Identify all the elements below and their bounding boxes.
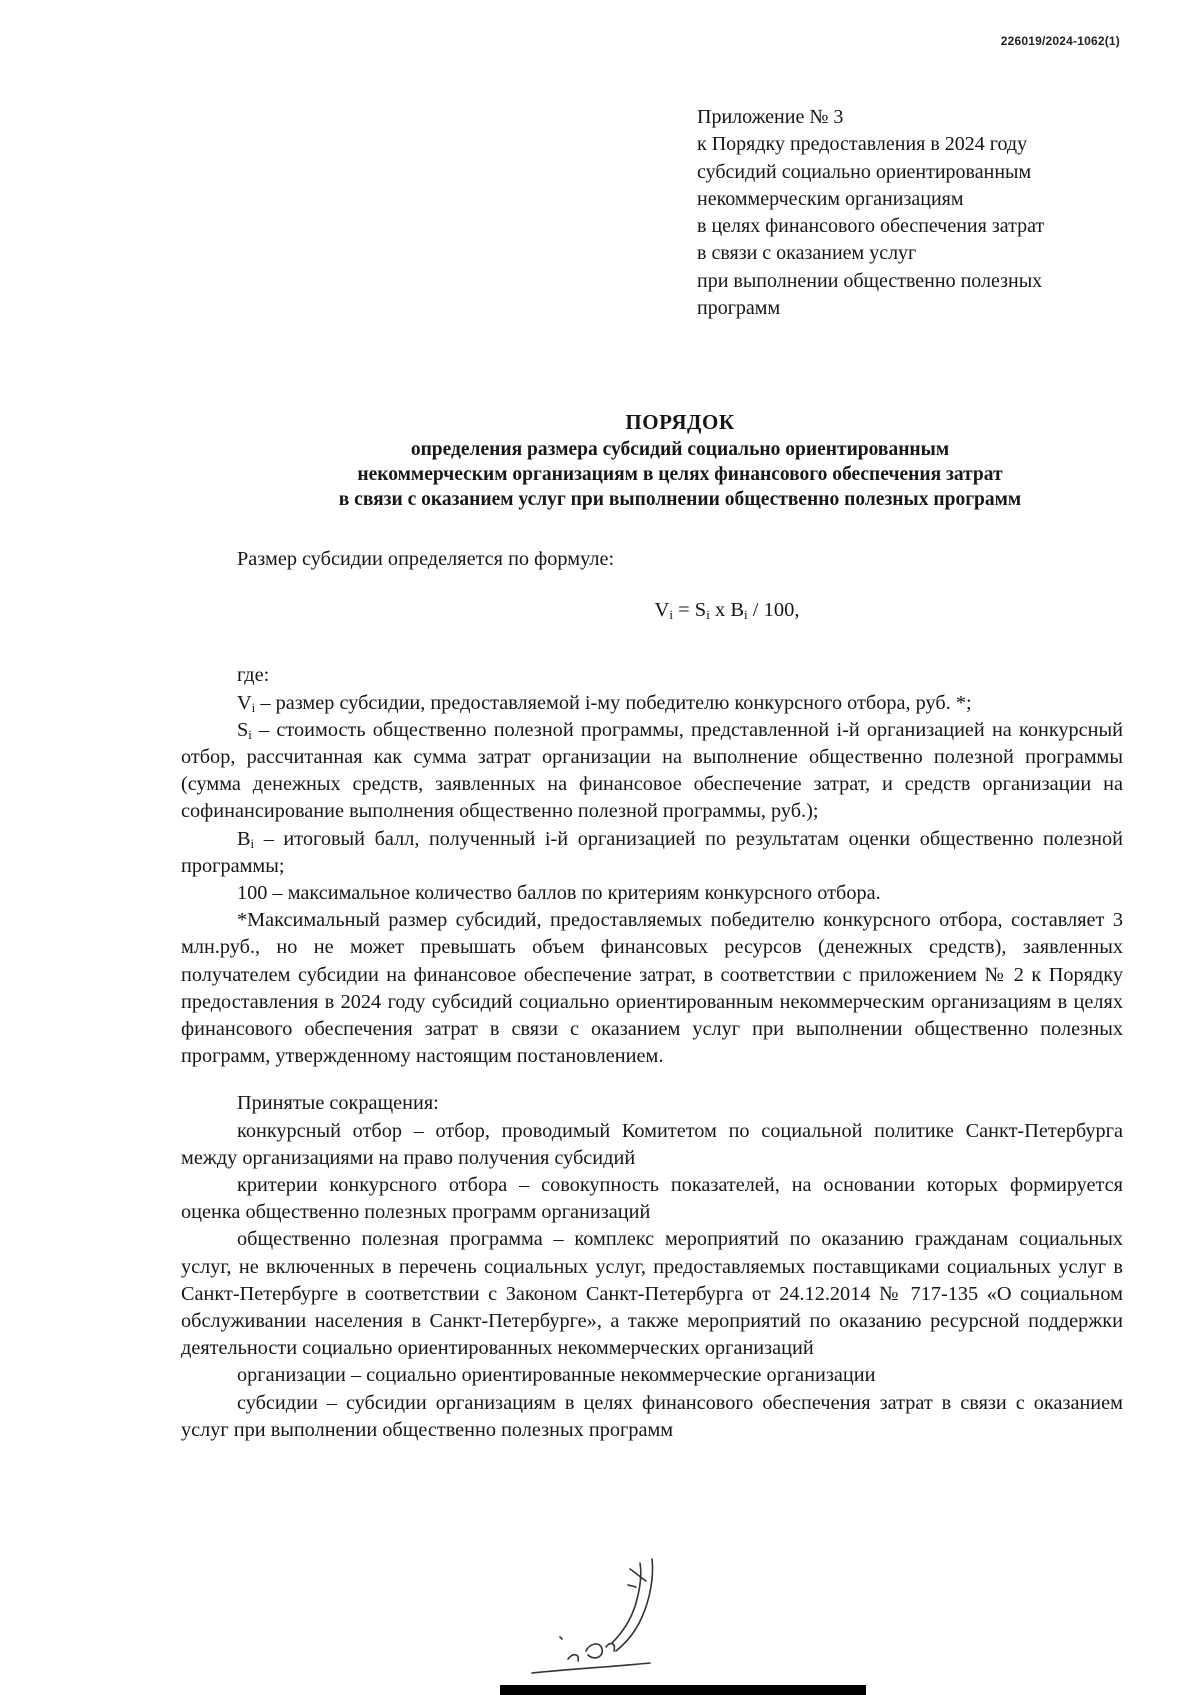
abbreviation-item: субсидии – субсидии организациям в целях финансового обеспечения затрат в связи с оказанием услуг при выполнении общественно полезных программ <box>181 1391 1123 1441</box>
formula-tail: / 100, <box>747 599 800 622</box>
definition-v <box>181 690 1123 717</box>
appendix-line: к Порядку предоставления в 2024 году <box>697 133 1028 156</box>
abbreviation-item: общественно полезная программа – комплекс мероприятий по оказанию гражданам социальных услуг, не включенных в перечень социальных услуг, предоставляемых поставщиками социальных услуг в Санкт-Петербурге в соответствии с Законом Санкт-Петербурга от 24.12.2014 № 717-135 «О социальном обслуживании населения в Санкт-Петербурге», а также мероприятий по оказанию ресурсной поддержки деятельности социально ориентированных некоммерческих организаций <box>181 1228 1123 1360</box>
definition-s <box>181 717 1123 826</box>
formula-intro: Размер субсидии определяется по формуле: <box>237 548 615 570</box>
formula-v: V <box>654 599 670 622</box>
appendix-line: субсидий социально ориентированным <box>697 160 1032 183</box>
symbol-b-sub: i <box>250 835 255 851</box>
bottom-black-bar <box>500 1685 866 1695</box>
title-subline: определения размера субсидий социально ориентированным <box>410 439 950 460</box>
title-subline: в связи с оказанием услуг при выполнении общественно полезных программ <box>338 489 1022 510</box>
symbol-v-sub: i <box>251 699 256 715</box>
abbreviation-item: критерии конкурсного отбора – совокупность показателей, на основании которых формируется оценка общественно полезных программ организаций <box>181 1174 1123 1224</box>
symbol-v: V <box>237 691 252 714</box>
appendix-line: в связи с оказанием услуг <box>697 242 917 265</box>
document-title <box>120 407 1200 512</box>
appendix-line: в целях финансового обеспечения затрат <box>697 215 1045 238</box>
definition-b <box>181 826 1123 880</box>
abbreviation-item: организации – социально ориентированные некоммерческие организации <box>237 1364 876 1387</box>
handwritten-signature <box>490 1555 720 1685</box>
formula-times: x <box>709 599 731 622</box>
appendix-line: некоммерческим организациям <box>697 187 964 210</box>
appendix-line: при выполнении общественно полезных <box>697 269 1043 292</box>
formula-b: B <box>730 599 744 622</box>
symbol-s-sub: i <box>248 726 252 742</box>
abbreviations-heading: Принятые сокращения: <box>237 1092 439 1115</box>
formula-eq: = <box>672 599 695 622</box>
formula-v-sub: i <box>669 607 673 623</box>
footnote: *Максимальный размер субсидий, предоставляемых победителю конкурсного отбора, составляет 3 млн.руб., но не может превышать объем финансовых ресурсов (денежных средств), заявленных получателем субсидии на финансовое обеспечение затрат, в соответствии с приложением № 2 к Порядку предоставления в 2024 году субсидий социально ориентированным некоммерческим организациям в целях финансового обеспечения затрат в связи с оказанием услуг при выполнении общественно полезных программ, утвержденному настоящим постановлением. <box>181 909 1123 1068</box>
definition-max-points: 100 – максимальное количество баллов по критериям конкурсного отбора. <box>237 882 881 905</box>
definition-s-text: – стоимость общественно полезной программы, представленной i-й организацией на конкурсный отбор, рассчитанная как сумма затрат организации на выполнение общественно полезной программы (сумма денежных средств, заявленных на финансовое обеспечение затрат, и средств организации на софинансирование выполнения общественно полезной программы, руб.); <box>181 718 1123 823</box>
symbol-b: B <box>237 827 251 850</box>
document-registration-number: 226019/2024-1062(1) <box>1000 34 1120 48</box>
title-subline: некоммерческим организациям в целях финансового обеспечения затрат <box>357 464 1003 485</box>
appendix-line: Приложение № 3 <box>697 106 844 128</box>
appendix-line: программ <box>697 297 781 320</box>
document-body <box>181 546 1123 1444</box>
formula-s-sub: i <box>706 607 710 623</box>
formula <box>331 597 1123 624</box>
abbreviation-item: конкурсный отбор – отбор, проводимый Комитетом по социальной политике Санкт-Петербурга между организациями на право получения субсидий <box>181 1119 1123 1169</box>
symbol-s: S <box>237 718 249 741</box>
title-main: ПОРЯДОК <box>625 410 735 434</box>
formula-s: S <box>694 599 707 622</box>
definition-v-text: – размер субсидии, предоставляемой i-му победителю конкурсного отбора, руб. *; <box>255 691 972 714</box>
where-label: где: <box>237 664 270 687</box>
formula-b-sub: i <box>744 607 748 623</box>
appendix-block <box>697 104 1157 322</box>
definition-b-text: – итоговый балл, полученный i-й организацией по результатам оценки общественно полезной программы; <box>181 827 1123 877</box>
